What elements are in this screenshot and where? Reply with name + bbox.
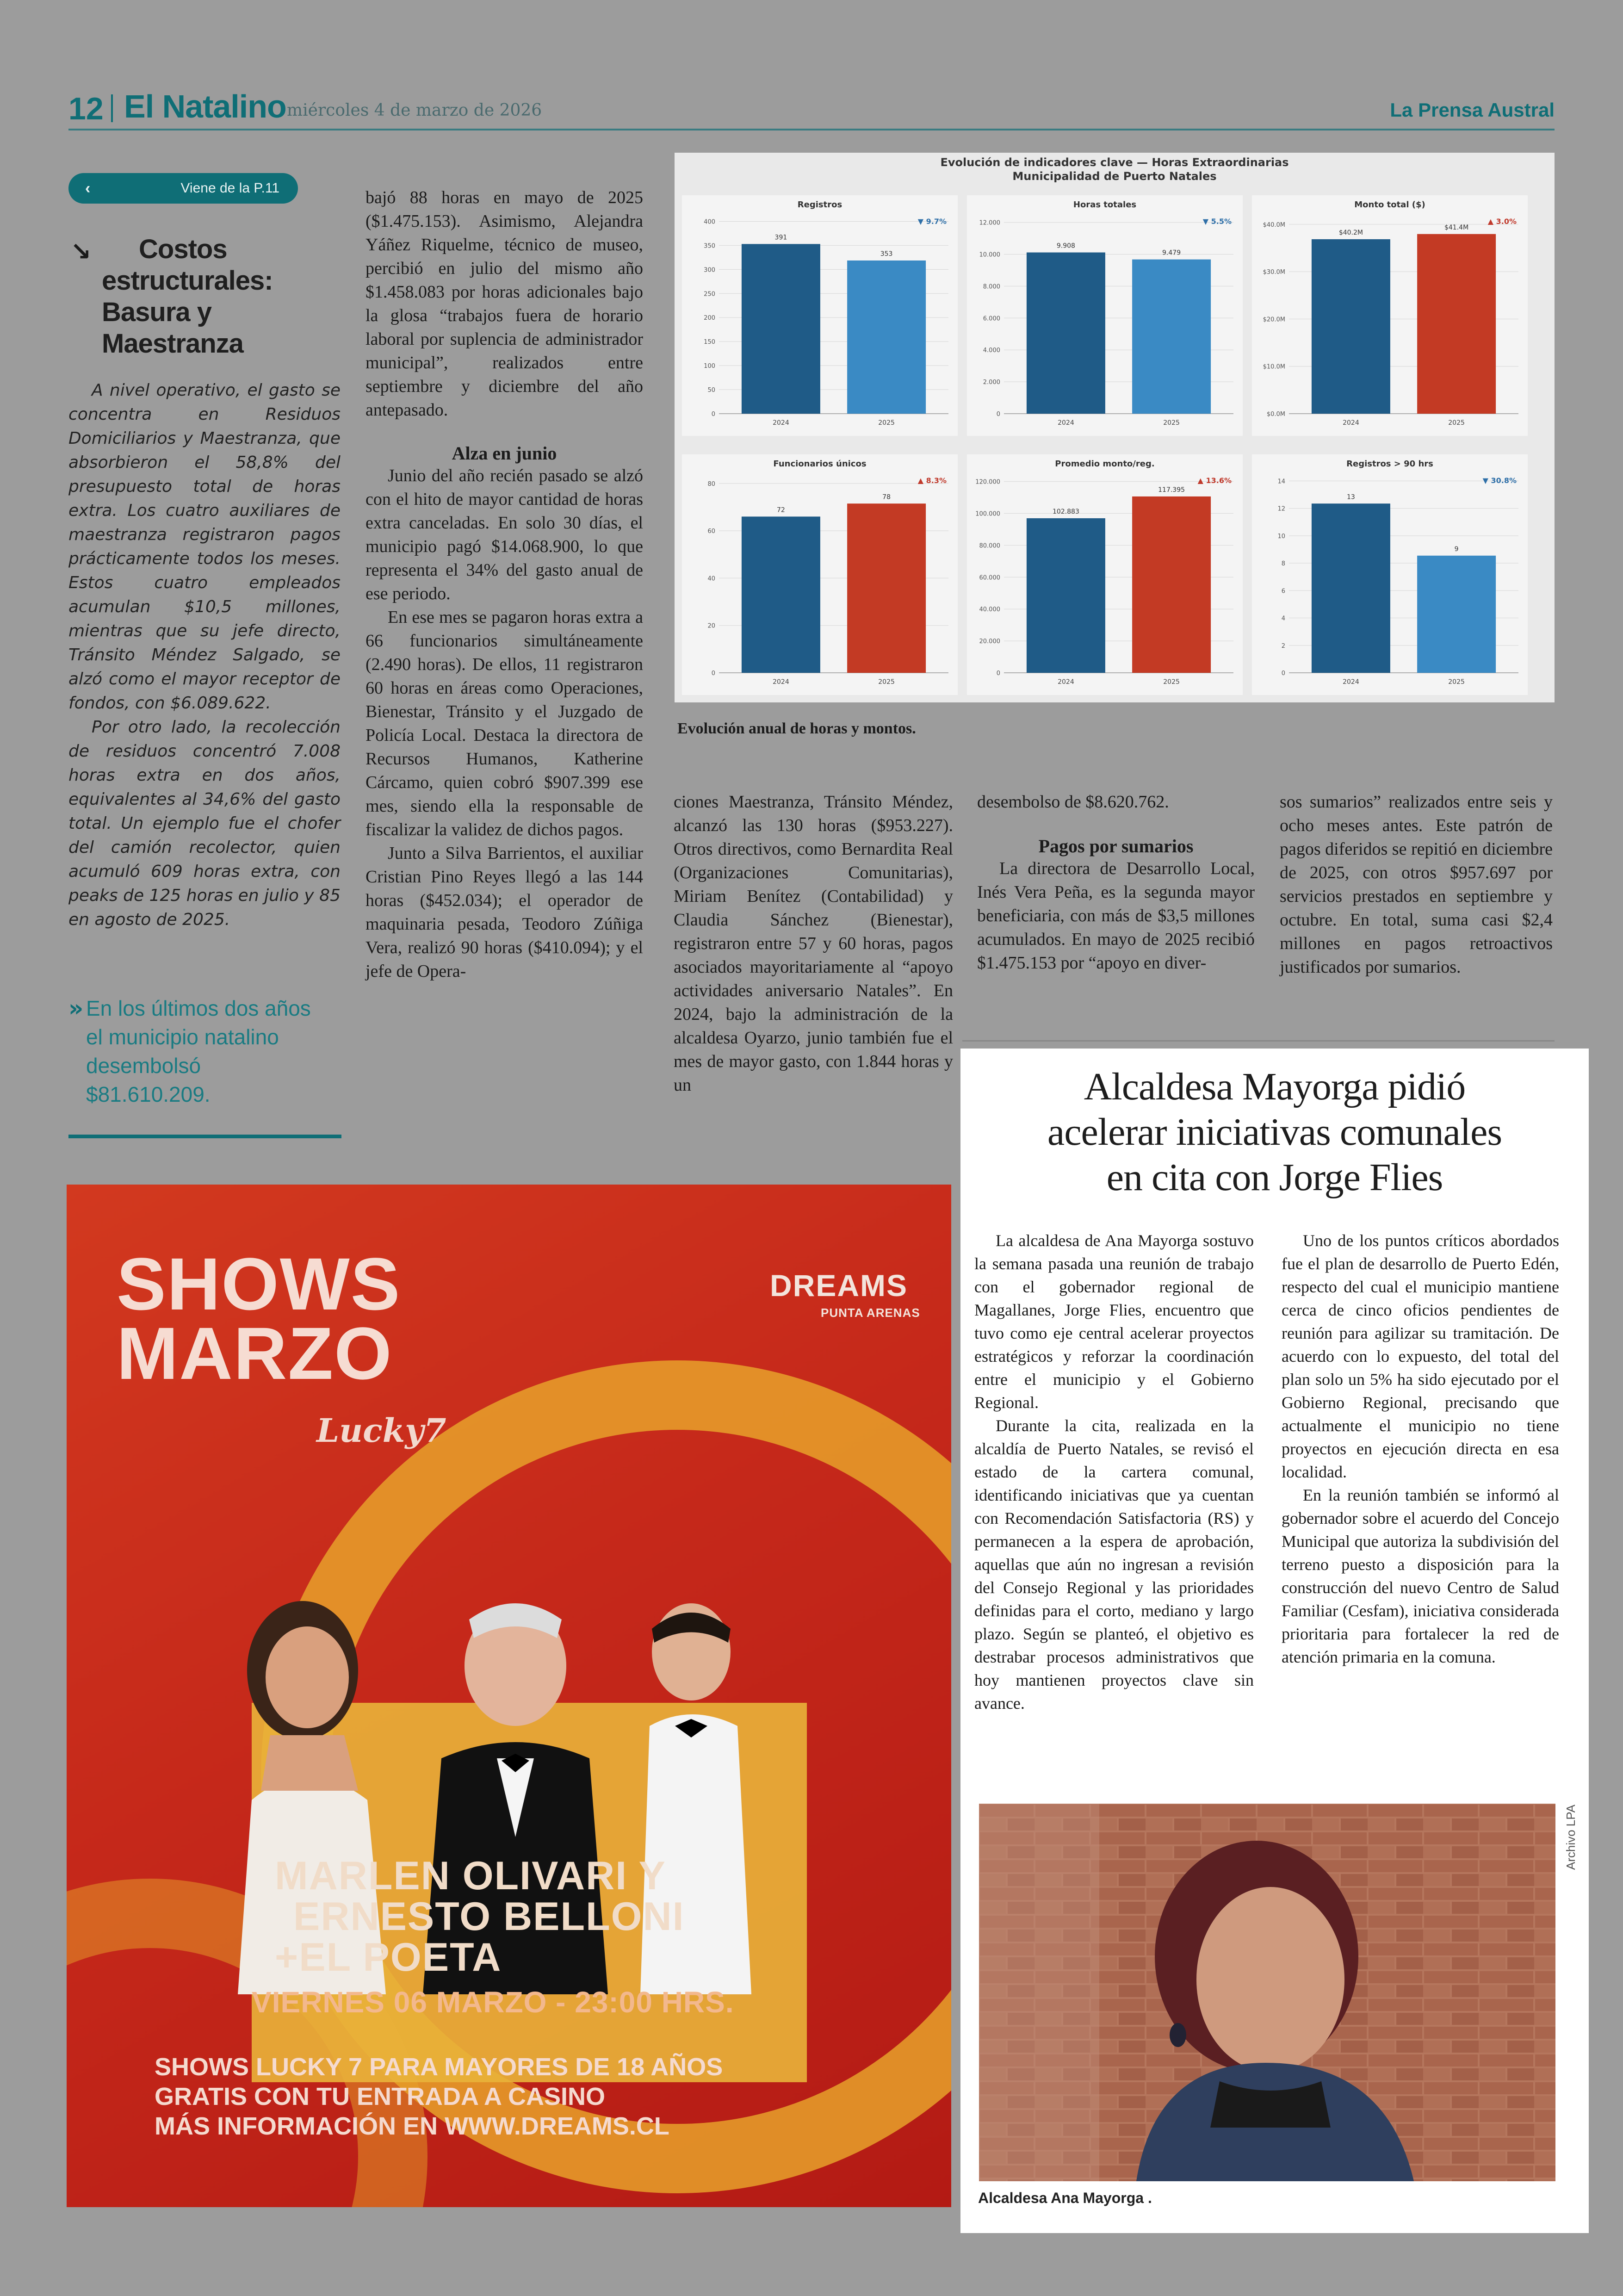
pull-quote-rule <box>68 1135 341 1138</box>
continued-from-pill[interactable] <box>68 173 298 204</box>
dreams-logo: DREAMS <box>770 1268 908 1303</box>
column-rule <box>962 1040 1555 1042</box>
chart-tick-label: 250 <box>704 291 715 298</box>
chart-panel <box>1252 454 1528 695</box>
chart-tick-label: $0.0M <box>1266 411 1285 418</box>
chart-tick-label: 2 <box>1281 642 1285 650</box>
chart-delta-label: ▲ 3.0% <box>1487 217 1517 226</box>
chart-tick-label: 8 <box>1281 560 1285 568</box>
arrow-down-right-icon: ↘ <box>70 237 92 266</box>
sidebar-paragraph: A nivel operativo, el gasto se concentra en Residuos Domiciliarios y Maestranza, que absorbieron el 58,8% del presupuesto total de horas extra. Los cuatro auxiliares de maestranza registraron pagos prácticamente todos los meses. Estos cuatro empleados acumulan $10,5 millones, mientras que su jefe directo, Tránsito Méndez Salgado, se alzó como el mayor receptor de fondos, con $6.089.622. <box>68 381 341 713</box>
chart-tick-label: 300 <box>704 267 715 274</box>
chart-data-label: 78 <box>882 493 891 501</box>
chart-panel-title: Horas totales <box>1073 200 1137 210</box>
chart-bar <box>1132 496 1211 673</box>
kicker-line: Costos <box>139 234 227 264</box>
chart-panel-title: Promedio monto/reg. <box>1055 459 1155 469</box>
chart-panel <box>967 454 1243 695</box>
chart-tick-label: 8.000 <box>983 283 1000 291</box>
kicker-line: Basura y <box>102 297 212 327</box>
chart-bar <box>1027 253 1105 414</box>
pull-quote: En los últimos dos años el municipio natalino desembolsó $81.610.209. <box>86 996 311 1106</box>
chart-tick-label: 150 <box>704 339 715 346</box>
ad-headline <box>117 1242 401 1395</box>
photo-illustration <box>979 1804 1555 2181</box>
sidebar-paragraph: Por otro lado, la recolección de residuos concentró 7.008 horas extra en dos años, equivalentes al 34,6% del gasto total. Un ejemplo fue el chofer del camión recolector, quien acumuló 609 horas extra, con peaks de 125 horas en julio y 85 en agosto de 2025. <box>68 718 341 929</box>
newspaper-name: La Prensa Austral <box>1390 99 1555 121</box>
chart-tick-label: 120.000 <box>975 478 1000 486</box>
chart-category-label: 2024 <box>773 678 789 686</box>
article-title-line: acelerar iniciativas comunales <box>1047 1111 1502 1154</box>
chart-tick-label: 400 <box>704 218 715 226</box>
lucky7-logo: Lucky7 <box>316 1411 446 1450</box>
article-title-line: en cita con Jorge Flies <box>1106 1156 1443 1199</box>
chart-tick-label: 20 <box>707 622 715 630</box>
chart-tick-label: 0 <box>996 670 1000 677</box>
chart-tick-label: 80.000 <box>979 542 1000 550</box>
chart-panel-title: Monto total ($) <box>1354 200 1425 210</box>
chart-panel-title: Funcionarios únicos <box>773 459 867 469</box>
body-column-2 <box>365 186 643 983</box>
article-column-2 <box>1282 1229 1559 1669</box>
double-chevron-icon: » <box>68 995 84 1022</box>
chart-delta-label: ▲ 8.3% <box>917 476 947 485</box>
chart-tick-label: 0 <box>711 411 715 418</box>
chart-subtitle: Municipalidad de Puerto Natales <box>1012 170 1217 183</box>
ad-performer-line: MARLEN OLIVARI Y <box>275 1854 666 1898</box>
dreams-location: PUNTA ARENAS <box>821 1306 920 1320</box>
chart-category-label: 2024 <box>1058 419 1074 427</box>
chart-category-label: 2025 <box>1448 678 1465 686</box>
chart-category-label: 2025 <box>1448 419 1465 427</box>
ad-date: VIERNES 06 MARZO - 23:00 HRS. <box>252 1986 734 2019</box>
chart-tick-label: 0 <box>996 411 1000 418</box>
chart-tick-label: 10 <box>1277 533 1285 540</box>
photo-caption: Alcaldesa Ana Mayorga . <box>978 2190 1152 2206</box>
ad-performer-line: +EL POETA <box>275 1935 502 1980</box>
chart-category-label: 2024 <box>1058 678 1074 686</box>
chart-data-label: $40.2M <box>1338 229 1363 237</box>
chart-delta-label: ▼ 5.5% <box>1202 217 1232 226</box>
chart-tick-label: 50 <box>707 387 715 394</box>
ad-performers <box>275 1855 858 1978</box>
article-paragraph: Uno de los puntos críticos abordados fue el plan de desarrollo de Puerto Edén, respecto del cual el municipio mantiene cerca de cinco oficios pendientes de reunión para agilizar su tramitación. De acuerdo con lo expuesto, del total del plan solo un 5% ha sido ejecutado por el Gobierno Regional, precisando que actualmente el municipio no tiene proyectos en ejecución directa en esa localidad. <box>1282 1231 1559 1481</box>
chart-bar <box>1312 239 1390 414</box>
chart-bar <box>742 516 820 673</box>
chart-bar <box>1417 556 1496 673</box>
chart-panel-title: Registros <box>797 200 842 210</box>
chart-category-label: 2024 <box>773 419 789 427</box>
chart-caption: Evolución anual de horas y montos. <box>677 720 916 737</box>
article-paragraph: Durante la cita, realizada en la alcaldía de Puerto Natales, se revisó el estado de la cartera comunal, identificando iniciativas que ya cuentan con Recomendación Satisfactoria (RS) y permanecen a la espera de aprobación, aquellas que aún no ingresan a revisión del Consejo Regional y las prioridades definidas para el corto, mediano y largo plazo. Según se planteó, el objetivo es destrabar procesos administrativos que hoy mantienen proyectos clave sin avance. <box>974 1416 1254 1713</box>
chart-category-label: 2024 <box>1343 678 1359 686</box>
chart-bar <box>742 244 820 414</box>
photo-credit: Archivo LPA <box>1564 1805 1578 1870</box>
chart-tick-label: 40 <box>707 575 715 583</box>
ad-footer-line[interactable]: MÁS INFORMACIÓN EN WWW.DREAMS.CL <box>155 2112 669 2140</box>
chart-tick-label: 100.000 <box>975 510 1000 518</box>
body-paragraph: ciones Maestranza, Tránsito Méndez, alcanzó las 130 horas ($953.227). Otros directivos, como Bernardita Real (Organizaciones Comunitarias), Miriam Benítez (Contabilidad) y Claudia Sánchez (Bienestar), registraron entre 57 y 60 horas, pagos asociados mayoritariamente al “apoyo actividades aniversario Natales”. En 2024, bajo la administración de la alcaldesa Oyarzo, junio también fue el mes de mayor gasto, con 1.844 horas y un <box>674 792 953 1095</box>
chart-tick-label: 200 <box>704 315 715 322</box>
issue-date: miércoles 4 de marzo de 2026 <box>287 101 542 120</box>
body-column-3 <box>674 790 953 1097</box>
chart-data-label: 391 <box>774 234 787 242</box>
chart-tick-label: 14 <box>1277 478 1285 485</box>
chart-data-label: 353 <box>880 250 893 258</box>
header-separator <box>111 94 113 122</box>
continued-from-label: Viene de la P.11 <box>180 180 279 196</box>
chart-tick-label: $40.0M <box>1263 221 1285 229</box>
chart-tick-label: 2.000 <box>983 379 1000 386</box>
kicker-line: estructurales: <box>102 266 273 296</box>
chart-tick-label: $10.0M <box>1263 363 1285 371</box>
article-title <box>960 1064 1589 1200</box>
chart-bar <box>1027 518 1105 673</box>
article-paragraph: En la reunión también se informó al gobernador sobre el acuerdo del Concejo Municipal que autoriza la subdivisión del terreno puesto a disposición para la construcción del nuevo Centro de Salud Familiar (Cesfam), iniciativa considerada prioritaria para fortalecer la red de atención primaria en la comuna. <box>1282 1486 1559 1666</box>
chart-tick-label: 60.000 <box>979 574 1000 582</box>
chart-tick-label: 6 <box>1281 588 1285 595</box>
subheading-june: Alza en junio <box>452 443 557 464</box>
chart-panel <box>1252 195 1528 436</box>
chart-tick-label: 12 <box>1277 505 1285 513</box>
chart-panel <box>682 454 958 695</box>
ad-headline-line: SHOWS <box>117 1242 401 1325</box>
body-column-4 <box>977 790 1255 975</box>
body-paragraph: sos sumarios” realizados entre seis y ocho meses antes. Este patrón de pagos diferidos se repitió en diciembre de 2025, con otros $957.697 por servicios prestados en septiembre y octubre. En total, suma casi $2,4 millones en pagos retroactivos justificados por sumarios. <box>1280 792 1553 977</box>
body-paragraph: bajó 88 horas en mayo de 2025 ($1.475.153). Asimismo, Alejandra Yáñez Riquelme, técnico de museo, percibió en julio del mismo año $1.458.083 por horas adicionales bajo la glosa “trabajos fuera de horario laboral por suplencia de administrador municipal”, realizados entre septiembre y diciembre del año antepasado. <box>365 188 643 420</box>
body-paragraph: La directora de Desarrollo Local, Inés Vera Peña, es la segunda mayor beneficiaria, con más de $3,5 millones acumulados. En mayo de 2025 recibió $1.475.153 por “apoyo en diver- <box>977 859 1255 973</box>
article-paragraph: La alcaldesa de Ana Mayorga sostuvo la semana pasada una reunión de trabajo con el gobernador regional de Magallanes, Jorge Flies, encuentro que tuvo como eje central acelerar proyectos estratégicos y reforzar la coordinación entre el municipio y el Gobierno Regional. <box>974 1231 1254 1412</box>
body-paragraph: Junio del año recién pasado se alzó con el hito de mayor cantidad de horas extra canceladas. En solo 30 días, el municipio pagó $14.068.900, lo que representa el 34% del gasto anual de ese periodo. <box>365 466 643 603</box>
article-title-line: Alcaldesa Mayorga pidió <box>1084 1065 1466 1108</box>
chart-grid <box>675 153 1555 702</box>
chart-data-label: 13 <box>1347 493 1355 501</box>
chart-tick-label: 4 <box>1281 615 1285 622</box>
chart-category-label: 2025 <box>1163 419 1180 427</box>
casino-advertisement[interactable] <box>67 1185 951 2207</box>
chart-tick-label: $20.0M <box>1263 316 1285 323</box>
chart-data-label: $41.4M <box>1444 223 1469 231</box>
chart-data-label: 72 <box>777 506 785 514</box>
chart-data-label: 9.908 <box>1056 242 1075 250</box>
chart-bar <box>1417 234 1496 414</box>
chart-bar <box>1132 260 1211 414</box>
chart-category-label: 2025 <box>878 678 895 686</box>
ad-footer <box>155 2052 723 2141</box>
chart-panel-title: Registros > 90 hrs <box>1346 459 1433 469</box>
chevron-left-icon: ‹ <box>85 180 91 197</box>
chart-delta-label: ▼ 9.7% <box>917 217 947 226</box>
section-title: El Natalino <box>124 88 286 124</box>
chart-delta-label: ▲ 13.6% <box>1197 476 1232 485</box>
body-paragraph: desembolso de $8.620.762. <box>977 792 1169 812</box>
chart-bar <box>847 261 926 414</box>
chart-tick-label: 0 <box>1281 670 1285 677</box>
mayor-photo <box>979 1804 1555 2181</box>
header-rule <box>68 129 1555 130</box>
chart-tick-label: 12.000 <box>979 219 1000 227</box>
chart-tick-label: 20.000 <box>979 638 1000 645</box>
body-paragraph: Junto a Silva Barrientos, el auxiliar Cristian Pino Reyes llegó a las 144 horas ($452.034); el operador de maquinaria pesada, Teodoro Zúñiga Vera, realizó 90 horas ($410.094); y el jefe de Opera- <box>365 844 643 981</box>
chart-category-label: 2024 <box>1343 419 1359 427</box>
page-number: 12 <box>68 91 104 126</box>
chart-tick-label: 60 <box>707 528 715 535</box>
chart-bar <box>847 503 926 673</box>
ad-performer-line: ERNESTO BELLONI <box>293 1894 685 1939</box>
chart-panel <box>967 195 1243 436</box>
chart-data-label: 102.883 <box>1052 508 1079 516</box>
chart-bar <box>1312 503 1390 673</box>
chart-tick-label: 350 <box>704 242 715 250</box>
chart-category-label: 2025 <box>1163 678 1180 686</box>
article-column-1 <box>974 1229 1254 1715</box>
sidebar-kicker <box>102 234 305 360</box>
chart-tick-label: 6.000 <box>983 315 1000 323</box>
chart-data-label: 117.395 <box>1158 486 1185 494</box>
sidebar-text <box>68 379 341 932</box>
ad-footer-line: GRATIS CON TU ENTRADA A CASINO <box>155 2083 605 2110</box>
chart-tick-label: 4.000 <box>983 347 1000 354</box>
chart-title: Evolución de indicadores clave — Horas Extraordinarias <box>940 156 1289 169</box>
chart-delta-label: ▼ 30.8% <box>1482 476 1517 485</box>
body-paragraph: En ese mes se pagaron horas extra a 66 funcionarios simultáneamente (2.490 horas). De ellos, 11 registraron 60 horas en áreas como Operaciones, Bienestar, Tránsito y el Juzgado de Policía Local. Destaca la directora de Recursos Humanos, Katherine Cárcamo, quien cobró $907.399 ese mes, siendo ella la responsable de fiscalizar la validez de dichos pagos. <box>365 608 643 839</box>
body-column-5 <box>1280 790 1553 979</box>
chart-tick-label: 0 <box>711 670 715 677</box>
chart-data-label: 9.479 <box>1162 249 1181 257</box>
chart-tick-label: $30.0M <box>1263 269 1285 276</box>
chart-panel <box>682 195 958 436</box>
subheading-sumarios: Pagos por sumarios <box>1038 836 1194 856</box>
ad-footer-line: SHOWS LUCKY 7 PARA MAYORES DE 18 AÑOS <box>155 2053 723 2081</box>
chart-category-label: 2025 <box>878 419 895 427</box>
chart-tick-label: 100 <box>704 363 715 370</box>
chart-data-label: 9 <box>1454 545 1459 553</box>
chart-tick-label: 10.000 <box>979 251 1000 259</box>
chart-tick-label: 80 <box>707 480 715 488</box>
chart-tick-label: 40.000 <box>979 606 1000 614</box>
ad-headline-line: MARZO <box>117 1312 393 1395</box>
kicker-line: Maestranza <box>102 329 243 359</box>
